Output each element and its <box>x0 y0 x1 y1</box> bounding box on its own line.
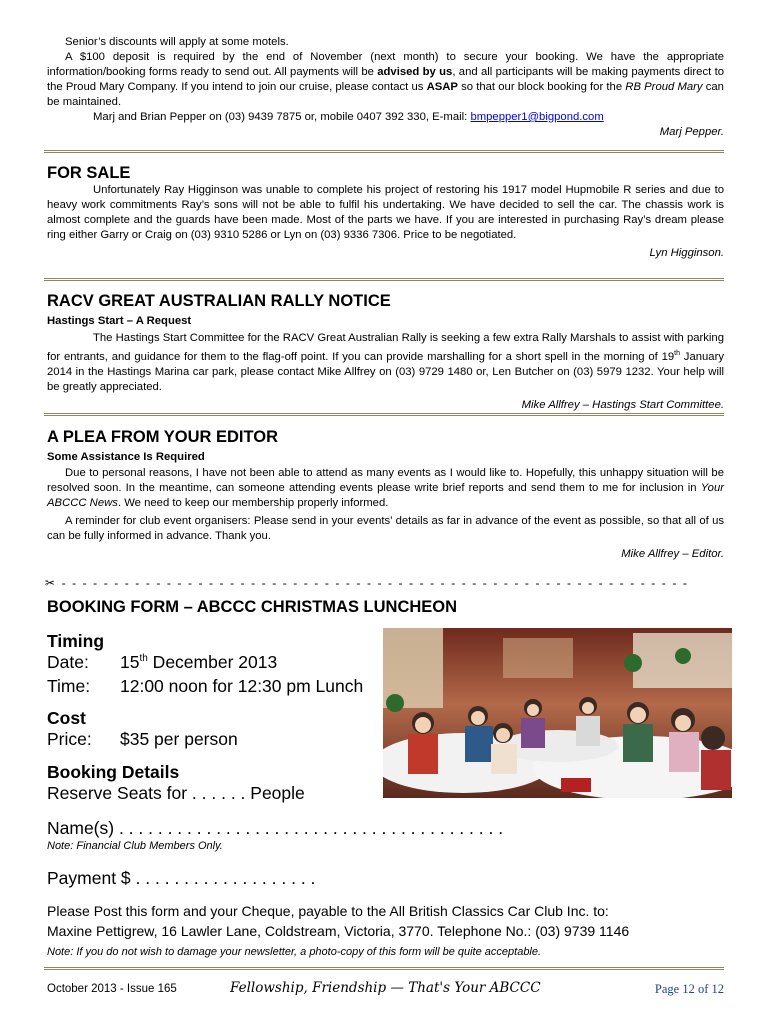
divider <box>44 278 724 281</box>
luncheon-photo-illustration <box>383 628 732 798</box>
plea-body-2: A reminder for club event organisers: Please send in your events’ details as far in advance of the event as possible, so that all of us can be fully informed in advance. Thank you. <box>47 515 724 542</box>
for-sale-title: FOR SALE <box>47 164 131 182</box>
time-value: 12:00 noon for 12:30 pm Lunch <box>120 676 364 696</box>
timing-heading: Timing <box>47 631 105 651</box>
post-instructions: Please Post this form and your Cheque, payable to the All British Classics Car Club Inc. to: <box>47 903 609 919</box>
price-label: Price: <box>47 729 92 749</box>
racv-body: The Hastings Start Committee for the RACV Great Australian Rally is seeking a few extra Rally Marshals to assist with parking for entrants, and guidance for them to the flag-off point. If you can provide marshalling for a short spell in the morning of 19th January 2014 in the Hastings Marina car park, please contact Mike Allfrey on (03) 9729 1480 or, Len Butcher on (03) 5979 1232. Your help will be greatly appreciated. <box>47 332 724 393</box>
divider <box>44 150 724 153</box>
date-value: 15th December 2013 <box>120 652 278 672</box>
footer-issue: October 2013 - Issue 165 <box>47 983 177 995</box>
time-label: Time: <box>47 676 91 696</box>
for-sale-body: Unfortunately Ray Higginson was unable to complete his project of restoring his 1917 model Hupmobile R series and due to heavy work commitments Ray’s sons will not be able to fulfil his undertaking. We have decided to sell the car. The chassis work is almost complete and the guards have been made. Most of the parts we have. If you are interested in purchasing Ray’s dream please ring either Garry or Craig on (03) 9310 5286 or Lyn on (03) 9336 7306. Price to be negotiated. <box>47 184 724 241</box>
plea-block <box>47 466 724 562</box>
deposit-paragraph: A $100 deposit is required by the end of November (next month) to secure your booking. We have the appropriate information/booking forms ready to send out. All payments will be advised by us, and all participants will be making payments direct to the Proud Mary Company. If you intend to join our cruise, please contact us ASAP so that our block booking for the RB Proud Mary can be maintained. <box>47 51 724 108</box>
christmas-luncheon-photo <box>383 628 732 798</box>
contact-line: Marj and Brian Pepper on (03) 9439 7875 or, mobile 0407 392 330, E-mail: bmpepper1@bigpond.com <box>93 111 604 123</box>
names-field[interactable]: Name(s) . . . . . . . . . . . . . . . . . . . . . . . . . . . . . . . . . . . . . . . . <box>47 818 504 838</box>
intro-block <box>47 35 724 140</box>
footer-divider <box>44 967 724 970</box>
discount-paragraph: Senior’s discounts will apply at some motels. <box>65 36 289 48</box>
plea-title: A PLEA FROM YOUR EDITOR <box>47 428 279 446</box>
divider <box>44 413 724 416</box>
booking-title: BOOKING FORM – ABCCC CHRISTMAS LUNCHEON <box>47 598 458 616</box>
signature-mike-editor: Mike Allfrey – Editor. <box>621 548 724 560</box>
photocopy-note: Note: If you do not wish to damage your newsletter, a photo-copy of this form will be quite acceptable. <box>47 946 542 958</box>
payment-field[interactable]: Payment $ . . . . . . . . . . . . . . . . . . . <box>47 868 316 888</box>
booking-details-heading: Booking Details <box>47 762 180 782</box>
signature-mike-hastings: Mike Allfrey – Hastings Start Committee. <box>521 398 724 411</box>
date-label: Date: <box>47 652 89 672</box>
footer-page-number: Page 12 of 12 <box>654 982 724 996</box>
signature-lyn: Lyn Higginson. <box>649 247 724 259</box>
signature-marj: Marj Pepper. <box>659 126 724 138</box>
post-address: Maxine Pettigrew, 16 Lawler Lane, Coldstream, Victoria, 3770. Telephone No.: (03) 9739 1146 <box>47 923 630 939</box>
cost-heading: Cost <box>47 708 86 728</box>
racv-block <box>47 331 724 413</box>
email-link[interactable]: bmpepper1@bigpond.com <box>470 111 604 123</box>
plea-body-1: Due to personal reasons, I have not been able to attend as many events as I would like to. Hopefully, this unhappy situation will be resolved soon. In the meantime, can someone attending events please write brief reports and send them to me for inclusion in Your ABCCC News. We need to keep our membership properly informed. <box>47 467 724 509</box>
names-note: Note: Financial Club Members Only. <box>47 840 223 852</box>
racv-subtitle: Hastings Start – A Request <box>47 315 192 327</box>
for-sale-block <box>47 183 724 261</box>
reserve-seats-field[interactable]: Reserve Seats for . . . . . . People <box>47 783 305 803</box>
racv-title: RACV GREAT AUSTRALIAN RALLY NOTICE <box>47 292 391 310</box>
plea-subtitle: Some Assistance Is Required <box>47 451 205 463</box>
price-value: $35 per person <box>120 729 238 749</box>
footer-motto: Fellowship, Friendship — That's Your ABCCC <box>230 980 541 996</box>
cut-line: ✂ - - - - - - - - - - - - - - - - - - - - - - - - - - - - - - - - - - - - - - - - - - - - - - - - - - - - - - - - - - - - <box>45 576 689 590</box>
